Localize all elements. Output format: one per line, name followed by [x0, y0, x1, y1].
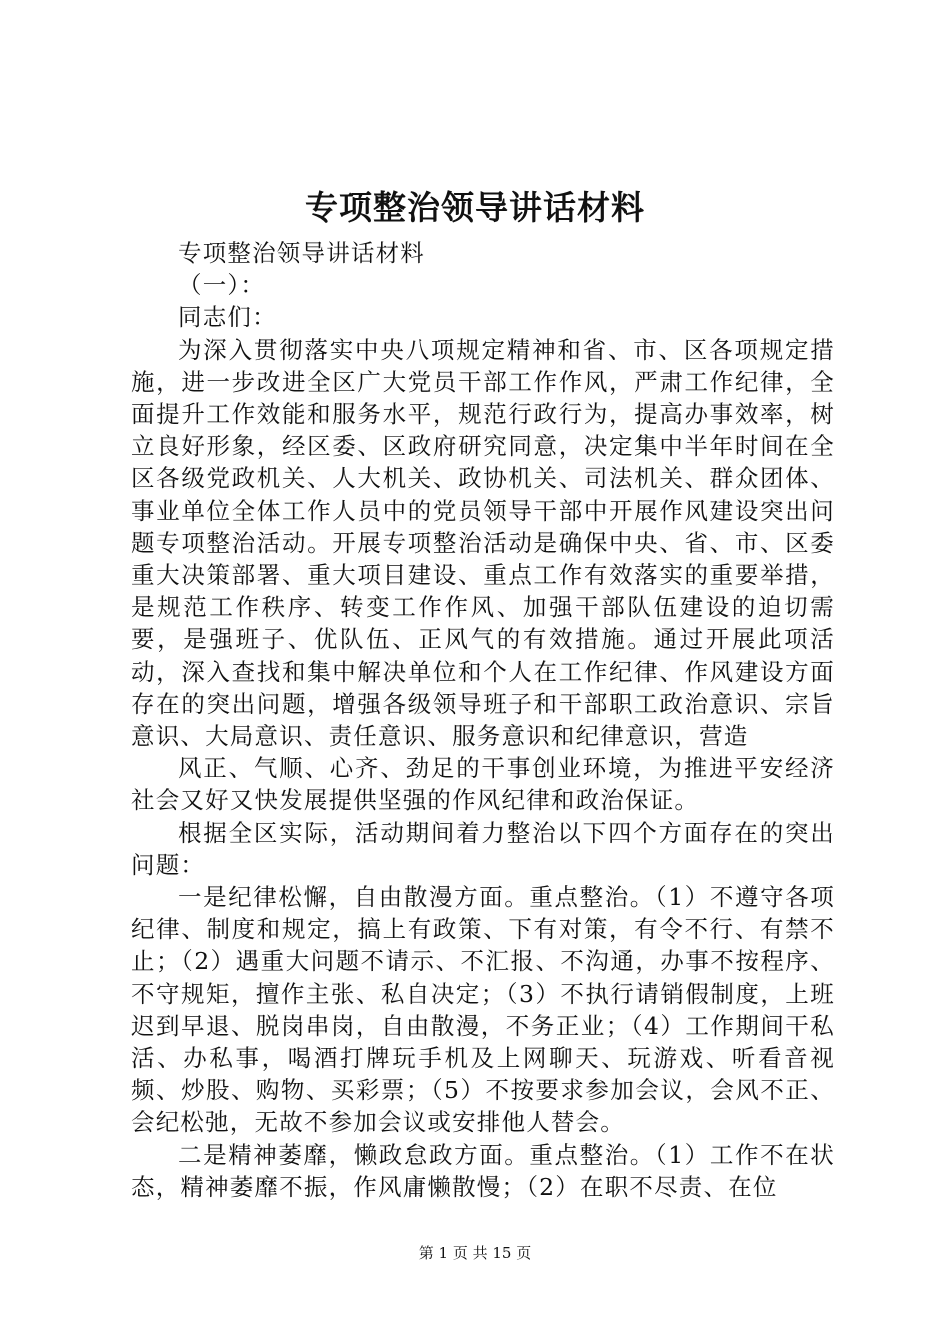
paragraph: 为深入贯彻落实中央八项规定精神和省、市、区各项规定措施，进一步改进全区广大党员干部工作作风，严肃工作纪律，全面提升工作效能和服务水平，规范行政行为，提高办事效率，树立良好形象，经区委、区政府研究同意，决定集中半年时间在全区各级党政机关、人大机关、政协机关、司法机关、群众团体、事业单位全体工作人员中的党员领导干部中开展作风建设突出问题专项整治活动。开展专项整治活动是确保中央、省、市、区委重大决策部署、重大项目建设、重点工作有效落实的重要举措，是规范工作秩序、转变工作作风、加强干部队伍建设的迫切需要，是强班子、优队伍、正风气的有效措施。通过开展此项活动，深入查找和集中解决单位和个人在工作纪律、作风建设方面存在的突出问题，增强各级领导班子和干部职工政治意识、宗旨意识、大局意识、责任意识、服务意识和纪律意识，营造	[131, 335, 835, 751]
paragraph: （一）：	[178, 271, 266, 300]
document-title: 专项整治领导讲话材料	[305, 188, 645, 227]
paragraph: 根据全区实际，活动期间着力整治以下四个方面存在的突出问题：	[131, 818, 835, 879]
paragraph: 同志们：	[178, 303, 277, 332]
paragraph: 二是精神萎靡，懒政怠政方面。重点整治。（1）工作不在状态，精神萎靡不振，作风庸懒散慢；（2）在职不尽责、在位	[131, 1140, 835, 1201]
document-body	[131, 237, 835, 1203]
paragraph: 一是纪律松懈，自由散漫方面。重点整治。（1）不遵守各项纪律、制度和规定，搞上有政策、下有对策，有令不行、有禁不止；（2）遇重大问题不请示、不汇报、不沟通，办事不按程序、不守规矩，擅作主张、私自决定；（3）不执行请销假制度，上班迟到早退、脱岗串岗，自由散漫，不务正业；（4）工作期间干私活、办私事，喝酒打牌玩手机及上网聊天、玩游戏、听看音视频、炒股、购物、买彩票；（5）不按要求参加会议，会风不正、会纪松弛，无故不参加会议或安排他人替会。	[131, 883, 835, 1137]
paragraph: 风正、气顺、心齐、劲足的干事创业环境，为推进平安经济社会又好又快发展提供坚强的作风纪律和政治保证。	[131, 754, 835, 815]
paragraph: 专项整治领导讲话材料	[178, 239, 425, 267]
page-number-footer: 第 1 页 共 15 页	[418, 1244, 532, 1262]
